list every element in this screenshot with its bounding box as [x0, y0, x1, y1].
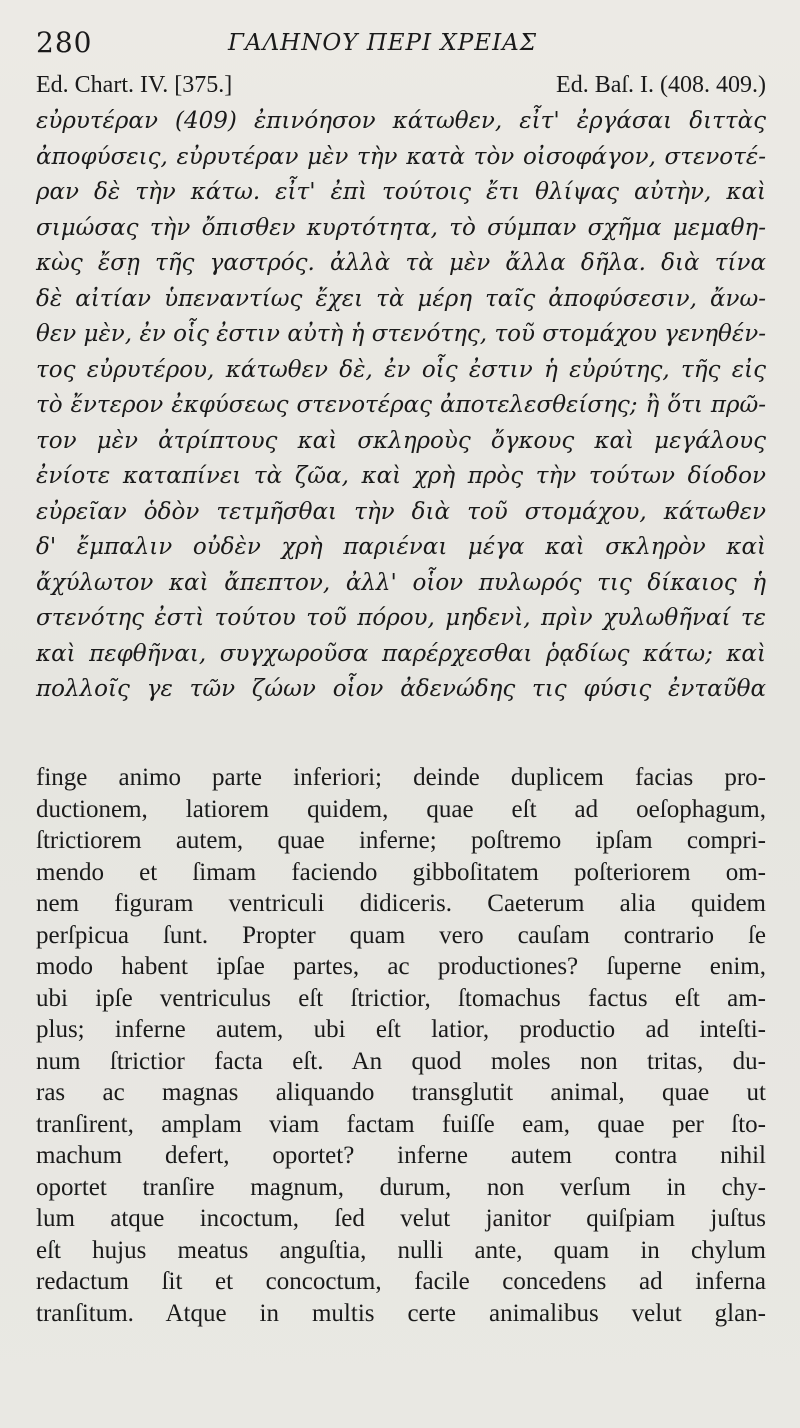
- edition-basel-ref: Ed. Baſ. I. (408. 409.): [556, 72, 766, 98]
- latin-text-line: lum atque incoctum, ſed velut janitor quiſpiam juſtus: [36, 1205, 766, 1232]
- latin-text-line: redactum ſit et concoctum, facile concedens ad inferna: [36, 1268, 766, 1295]
- latin-text-line: tranſirent, amplam viam factam fuiſſe eam, quae per ſto-: [36, 1110, 766, 1138]
- edition-references: [36, 72, 766, 104]
- greek-text-line: τον μὲν ἀτρίπτους καὶ σκληροὺς ὄγκους καὶ μεγάλους: [36, 427, 766, 454]
- latin-text-line: machum defert, oportet? inferne autem contra nihil: [36, 1142, 766, 1169]
- greek-text-line: κὼς ἔσῃ τῆς γαστρός. ἀλλὰ τὰ μὲν ἄλλα δῆλα. διὰ τίνα: [36, 250, 766, 276]
- greek-text-line: ἄχύλωτον καὶ ἄπεπτον, ἀλλ' οἷον πυλωρός τις δίκαιος ἡ: [36, 569, 766, 596]
- latin-text-line: modo habent ipſae partes, ac productiones? ſuperne enim,: [36, 953, 766, 980]
- greek-text-line: πολλοῖς γε τῶν ζώων οἷον ἀδενώδης τις φύσις ἐνταῦθα: [36, 676, 766, 702]
- greek-text-line: θεν μὲν, ἐν οἷς ἐστιν αὐτὴ ἡ στενότης, τοῦ στομάχου γενηθέν-: [36, 321, 766, 347]
- latin-text-line: ſtrictiorem autem, quae inferne; poſtremo ipſam compri-: [36, 827, 766, 854]
- greek-text-line: ἀποφύσεις, εὐρυτέραν μὲν τὴν κατὰ τὸν οἰσοφάγον, στενοτέ-: [36, 143, 766, 170]
- greek-text-block: [36, 104, 766, 708]
- edition-chartier-ref: Ed. Chart. IV. [375.]: [36, 72, 233, 98]
- latin-text-line: plus; inferne autem, ubi eſt latior, productio ad inteſti-: [36, 1016, 766, 1043]
- latin-text-line: eſt hujus meatus anguſtia, nulli ante, quam in chylum: [36, 1236, 766, 1264]
- latin-text-line: mendo et ſimam faciendo gibboſitatem poſteriorem om-: [36, 858, 766, 886]
- running-title: ΓΑΛΗΝΟΥ ΠΕΡΙ ΧΡΕΙΑΣ: [228, 30, 538, 56]
- latin-text-line: ubi ipſe ventriculus eſt ſtrictior, ſtomachus factus eſt am-: [36, 984, 766, 1012]
- greek-text-line: ραν δὲ τὴν κάτω. εἶτ' ἐπὶ τούτοις ἔτι θλίψας αὐτὴν, καὶ: [36, 179, 766, 205]
- greek-text-line: εὐρεῖαν ὁδὸν τετμῆσθαι τὴν διὰ τοῦ στομάχου, κάτωθεν: [36, 498, 766, 525]
- greek-text-line: ἐνίοτε καταπίνει τὰ ζῶα, καὶ χρὴ πρὸς τὴν τούτων δίοδον: [36, 463, 766, 489]
- latin-text-line: oportet tranſire magnum, durum, non verſum in chy-: [36, 1173, 766, 1201]
- latin-text-block: [36, 762, 766, 1329]
- greek-text-line: δὲ αἰτίαν ὑπεναντίως ἔχει τὰ μέρη ταῖς ἀποφύσεσιν, ἄνω-: [36, 285, 766, 312]
- greek-text-line: καὶ πεφθῆναι, συγχωροῦσα παρέρχεσθαι ῥᾳδίως κάτω; καὶ: [36, 640, 766, 667]
- latin-text-line: ductionem, latiorem quidem, quae eſt ad oeſophagum,: [36, 795, 766, 823]
- greek-text-line: δ' ἔμπαλιν οὐδὲν χρὴ παριέναι μέγα καὶ σκληρὸν καὶ: [36, 534, 766, 560]
- latin-text-line: nem figuram ventriculi didiceris. Caeterum alia quidem: [36, 890, 766, 917]
- greek-text-line: εὐρυτέραν (409) ἐπινόησον κάτωθεν, εἶτ' ἐργάσαι διττὰς: [36, 108, 766, 134]
- page-number: 280: [36, 26, 93, 59]
- greek-text-line: σιμώσας τὴν ὄπισθεν κυρτότητα, τὸ σύμπαν σχῆμα μεμαθη-: [36, 214, 766, 241]
- greek-text-line: τὸ ἔντερον ἐκφύσεως στενοτέρας ἀποτελεσθείσης; ἢ ὅτι πρῶ-: [36, 392, 766, 418]
- greek-text-line: τος εὐρυτέρου, κάτωθεν δὲ, ἐν οἷς ἐστιν ἡ εὐρύτης, τῆς εἰς: [36, 356, 766, 383]
- greek-text-line: στενότης ἐστὶ τούτου τοῦ πόρου, μηδενὶ, πρὶν χυλωθῆναί τε: [36, 605, 766, 631]
- latin-text-line: num ſtrictior facta eſt. An quod moles non tritas, du-: [36, 1047, 766, 1075]
- page-header: [36, 26, 766, 66]
- latin-text-line: finge animo parte inferiori; deinde duplicem facias pro-: [36, 764, 766, 791]
- latin-text-line: perſpicua ſunt. Propter quam vero cauſam contrario ſe: [36, 921, 766, 949]
- latin-text-line: tranſitum. Atque in multis certe animalibus velut glan-: [36, 1299, 766, 1327]
- latin-text-line: ras ac magnas aliquando transglutit animal, quae ut: [36, 1079, 766, 1106]
